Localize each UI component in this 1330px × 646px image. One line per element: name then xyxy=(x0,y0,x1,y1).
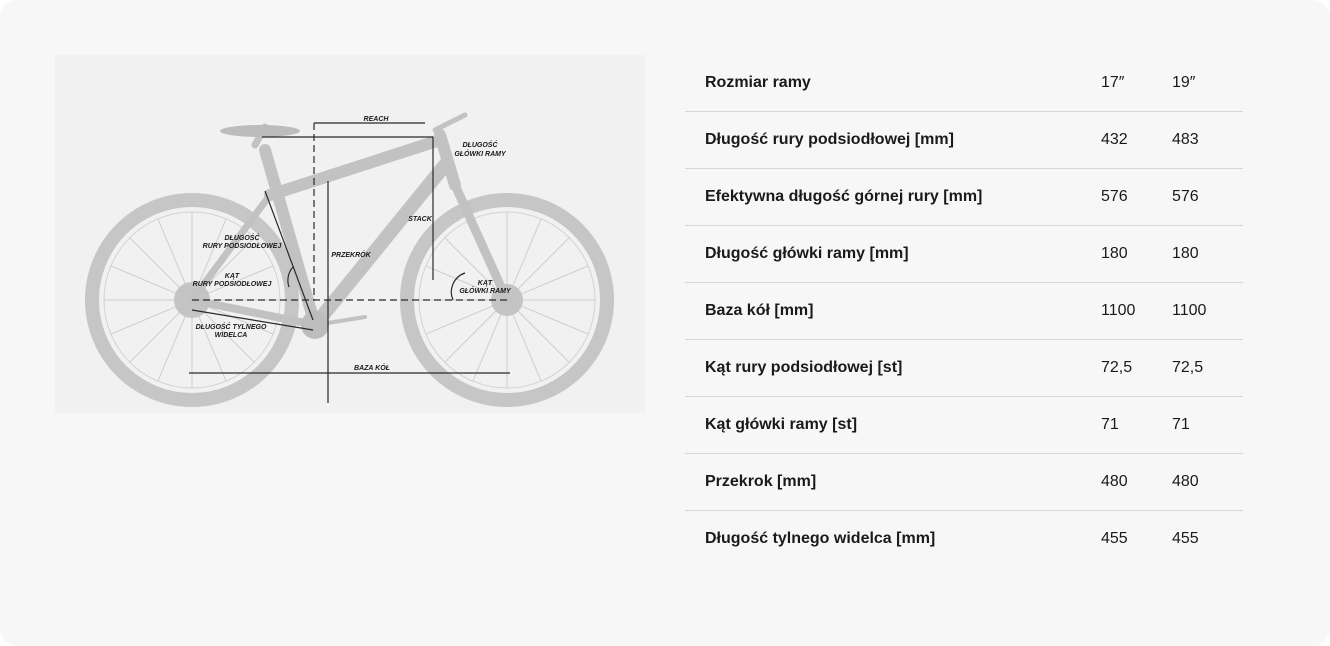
row-label: Przekrok [mm] xyxy=(685,454,1101,511)
bike-geometry-illustration xyxy=(55,55,645,413)
row-value-17: 432 xyxy=(1101,112,1172,169)
size-19-header: 19″ xyxy=(1172,55,1243,112)
seat-tube-length-label-line2: RURY PODSIODŁOWEJ xyxy=(202,243,282,250)
head-angle-label-line1: KĄT xyxy=(477,280,493,287)
row-value-17: 1100 xyxy=(1101,283,1172,340)
row-value-19: 72,5 xyxy=(1172,340,1243,397)
row-label: Kąt główki ramy [st] xyxy=(685,397,1101,454)
standover-label: PRZEKRÓK xyxy=(331,252,371,259)
seat-angle-label-line1: KĄT xyxy=(224,273,240,280)
geometry-table xyxy=(685,55,1243,567)
row-value-19: 180 xyxy=(1172,226,1243,283)
row-value-17: 480 xyxy=(1101,454,1172,511)
row-label: Długość główki ramy [mm] xyxy=(685,226,1101,283)
reach-label: REACH xyxy=(363,116,389,123)
head-tube-length-label-line1: DŁUGOŚĆ xyxy=(462,142,498,149)
row-label: Długość rury podsiodłowej [mm] xyxy=(685,112,1101,169)
saddle-icon xyxy=(220,125,300,137)
seat-tube-length-label-line1: DŁUGOŚĆ xyxy=(224,235,260,242)
row-value-19: 480 xyxy=(1172,454,1243,511)
table-row xyxy=(685,169,1243,226)
row-value-17: 180 xyxy=(1101,226,1172,283)
head-angle-label-line2: GŁÓWKI RAMY xyxy=(459,288,511,295)
crankset-icon xyxy=(301,311,329,339)
head-tube-length-label-line2: GŁÓWKI RAMY xyxy=(454,151,506,158)
size-17-header: 17″ xyxy=(1101,55,1172,112)
table-row xyxy=(685,511,1243,568)
seat-angle-label-line2: RURY PODSIODŁOWEJ xyxy=(192,281,272,288)
table-row xyxy=(685,283,1243,340)
table-row xyxy=(685,340,1243,397)
row-value-19: 455 xyxy=(1171,530,1199,547)
table-row xyxy=(685,112,1243,169)
row-value-19: 576 xyxy=(1172,169,1243,226)
row-value-19: 71 xyxy=(1172,397,1243,454)
row-label: Efektywna długość górnej rury [mm] xyxy=(685,169,1101,226)
row-label: Kąt rury podsiodłowej [st] xyxy=(685,340,1101,397)
row-label: Baza kół [mm] xyxy=(685,283,1101,340)
table-row xyxy=(685,454,1243,511)
table-row xyxy=(685,397,1243,454)
row-label: Długość tylnego widelca [mm] xyxy=(705,530,936,547)
table-header-row xyxy=(685,55,1243,112)
row-value-17: 455 xyxy=(1100,530,1128,547)
row-value-17: 72,5 xyxy=(1101,340,1172,397)
stack-label: STACK xyxy=(408,216,432,223)
chainstay-label-line1: DŁUGOŚĆ TYLNEGO xyxy=(195,324,267,331)
bike-geometry-diagram xyxy=(55,55,645,413)
wheelbase-label: BAZA KÓŁ xyxy=(354,365,390,372)
row-value-19: 483 xyxy=(1172,112,1243,169)
table-row xyxy=(685,226,1243,283)
row-value-17: 576 xyxy=(1101,169,1172,226)
frame-size-label: Rozmiar ramy xyxy=(685,55,1101,112)
row-value-17: 71 xyxy=(1101,397,1172,454)
chainstay-label-line2: WIDELCA xyxy=(214,332,248,339)
row-value-19: 1100 xyxy=(1172,283,1243,340)
